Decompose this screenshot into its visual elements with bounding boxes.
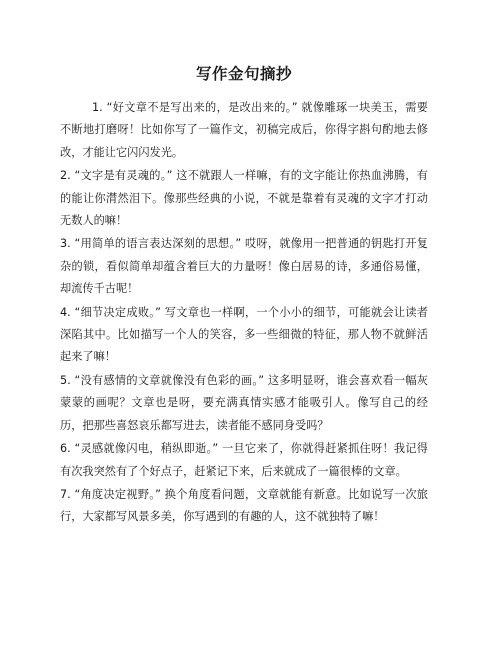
paragraph-5: 5. “没有感情的文章就像没有色彩的画。” 这多明显呀，谁会喜欢看一幅灰蒙蒙的画呢？文章也是呀，要充满真情实感才能吸引人。像写自己的经历，把那些喜怒哀乐都写进去，读者能不感同身受吗？ [60, 373, 428, 432]
paragraph-7: 7. “角度决定视野。” 换个角度看问题，文章就能有新意。比如说写一次旅行，大家都写风景多美，你写遇到的有趣的人，这不就独特了嘛！ [60, 487, 428, 524]
paragraph-3: 3. “用简单的语言表达深刻的思想。” 哎呀，就像用一把普通的钥匙打开复杂的锁，看似简单却蕴含着巨大的力量呀！像白居易的诗，多通俗易懂，却流传千古呢！ [60, 237, 428, 296]
paragraph-4: 4. “细节决定成败。” 写文章也一样啊，一个小小的细节，可能就会让读者深陷其中。比如描写一个人的笑容，多一些细微的特征，那人物不就鲜活起来了嘛！ [60, 305, 428, 364]
paragraph-2: 2. “文字是有灵魂的。” 这不就跟人一样嘛，有的文字能让你热血沸腾，有的能让你潸然泪下。像那些经典的小说，不就是靠着有灵魂的文字才打动无数人的嘛！ [60, 169, 428, 228]
document-title: 写作金句摘抄 [195, 65, 292, 83]
paragraph-1: 1. “好文章不是写出来的，是改出来的。” 就像雕琢一块美玉，需要不断地打磨呀！比如你写了一篇作文，初稿完成后，你得字斟句酌地去修改，才能让它闪闪发光。 [60, 101, 428, 159]
paragraph-6: 6. “灵感就像闪电，稍纵即逝。” 一旦它来了，你就得赶紧抓住呀！我记得有次我突然有了个好点子，赶紧记下来，后来就成了一篇很棒的文章。 [60, 442, 428, 478]
